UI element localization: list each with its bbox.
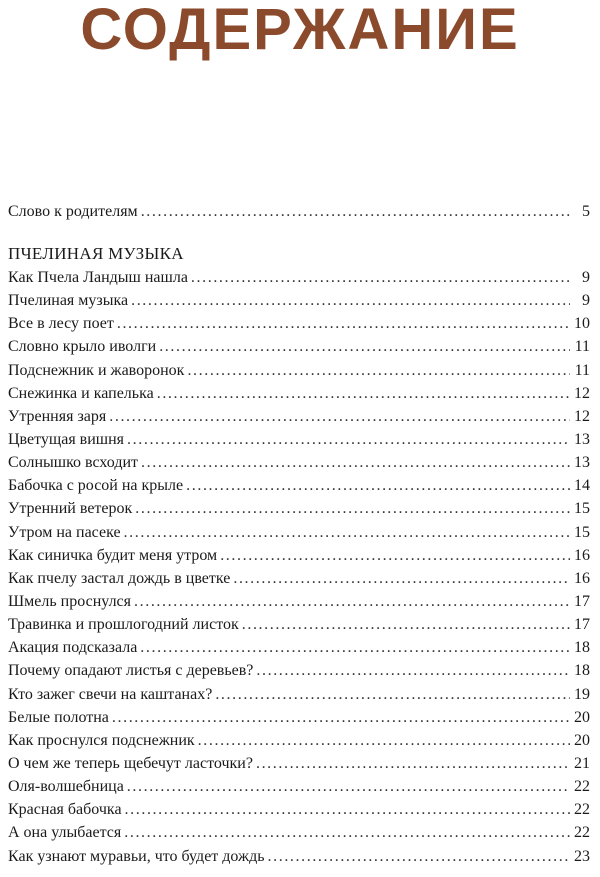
toc-entry-page: 22 <box>574 801 590 819</box>
dot-leader <box>141 451 570 474</box>
dot-leader <box>256 659 570 682</box>
toc-entry-page: 20 <box>574 708 590 726</box>
dot-leader <box>186 474 570 497</box>
dot-leader <box>268 845 570 868</box>
toc-entry <box>8 636 590 659</box>
toc-entry <box>8 405 590 428</box>
toc-entry-page: 18 <box>574 662 590 680</box>
toc-entry-title: Утренняя заря <box>8 407 107 425</box>
toc-entry-title: Слово к родителям <box>8 203 138 220</box>
toc-entry <box>8 590 590 613</box>
toc-entry-page: 5 <box>582 203 590 220</box>
toc-entry-title: Как проснулся подснежник <box>8 731 195 749</box>
toc-entry-page: 19 <box>574 685 590 703</box>
toc-entry-title: Как пчелу застал дождь в цветке <box>8 569 231 587</box>
dot-leader <box>124 821 570 844</box>
toc-entry <box>8 845 590 868</box>
dot-leader <box>198 729 570 752</box>
toc-entry-page: 9 <box>582 292 590 310</box>
dot-leader <box>220 544 570 567</box>
toc-entry <box>8 706 590 729</box>
toc-entry-title: Подснежник и жаворонок <box>8 361 185 379</box>
dot-leader <box>135 497 570 520</box>
toc-entry-page: 11 <box>574 361 590 379</box>
toc-entry-page: 13 <box>574 430 590 448</box>
dot-leader <box>109 405 570 428</box>
toc-entry <box>8 497 590 520</box>
toc-entry <box>8 474 590 497</box>
toc-entry <box>8 683 590 706</box>
toc-entry-page: 21 <box>574 754 590 772</box>
toc-entry-page: 17 <box>574 616 590 634</box>
toc-entry-title: Утренний ветерок <box>8 500 133 518</box>
dot-leader <box>117 312 570 335</box>
dot-leader <box>242 613 570 636</box>
toc-entry-page: 11 <box>574 338 590 356</box>
toc-entry <box>8 382 590 405</box>
toc-entry-title: Травинка и прошлогодний листок <box>8 616 239 634</box>
toc-entry-title: А она улыбается <box>8 824 122 842</box>
dot-leader <box>125 798 570 821</box>
toc-entry <box>8 659 590 682</box>
dot-leader <box>127 428 570 451</box>
dot-leader <box>191 266 570 289</box>
toc-entry-page: 9 <box>582 269 590 286</box>
toc-entry-title: Оля-волшебница <box>8 778 124 796</box>
toc-entry-title: Кто зажег свечи на каштанах? <box>8 685 213 703</box>
toc-entry-title: Пчелиная музыка <box>8 292 129 310</box>
toc-entry <box>8 613 590 636</box>
toc-entry <box>8 428 590 451</box>
dot-leader <box>157 382 570 405</box>
toc-entry-title: Бабочка с росой на крыле <box>8 477 184 495</box>
section-heading: ПЧЕЛИНАЯ МУЗЫКА <box>8 244 184 263</box>
toc-entry <box>8 451 590 474</box>
toc-entry-page: 22 <box>574 824 590 842</box>
dot-leader <box>215 683 570 706</box>
toc-entry <box>8 821 590 844</box>
toc-entry-title: Цветущая вишня <box>8 430 125 448</box>
dot-leader <box>127 775 570 798</box>
toc-entry-page: 10 <box>574 315 590 333</box>
toc-entry-page: 18 <box>574 639 590 657</box>
dot-leader <box>256 752 570 775</box>
page-title: СОДЕРЖАНИЕ <box>80 0 520 62</box>
toc-entry-title: Словно крыло иволги <box>8 338 157 356</box>
toc-entry <box>8 729 590 752</box>
toc-entry-page: 22 <box>574 778 590 796</box>
toc-entry <box>8 266 590 289</box>
toc-entry-title: Шмель проснулся <box>8 592 132 610</box>
dot-leader <box>134 590 570 613</box>
toc-entry-title: Утром на пасеке <box>8 523 121 541</box>
toc-entry <box>8 521 590 544</box>
toc-entry <box>8 798 590 821</box>
toc-entry <box>8 544 590 567</box>
toc-entry-page: 15 <box>574 500 590 518</box>
toc-entry <box>8 312 590 335</box>
toc-entry-title: Снежинка и капелька <box>8 384 154 402</box>
toc-entry-page: 13 <box>574 454 590 472</box>
dot-leader <box>112 706 570 729</box>
toc-entry <box>8 289 590 312</box>
toc-entry-title: Солнышко всходит <box>8 454 139 472</box>
toc-entry-page: 16 <box>574 569 590 587</box>
toc-entry-title: Почему опадают листья с деревьев? <box>8 662 254 680</box>
toc-entry-title: Как узнают муравьи, что будет дождь <box>8 847 265 865</box>
toc-entry-preface <box>8 200 590 223</box>
toc-entry <box>8 335 590 358</box>
toc-entry-page: 16 <box>574 546 590 564</box>
toc-entry <box>8 359 590 382</box>
toc-entry-title: Красная бабочка <box>8 801 122 819</box>
dot-leader <box>141 200 570 223</box>
toc-entry-title: Белые полотна <box>8 708 109 726</box>
toc-entry-title: Акация подсказала <box>8 639 138 657</box>
dot-leader <box>159 335 570 358</box>
toc-entry-page: 15 <box>574 523 590 541</box>
dot-leader <box>124 521 570 544</box>
toc-entry <box>8 567 590 590</box>
toc-entry-page: 12 <box>574 407 590 425</box>
toc-entry-title: Все в лесу поет <box>8 315 114 333</box>
toc-entry-page: 14 <box>574 477 590 495</box>
dot-leader <box>131 289 570 312</box>
toc-entry <box>8 775 590 798</box>
toc-entry-title: О чем же теперь щебечут ласточки? <box>8 754 253 772</box>
dot-leader <box>233 567 570 590</box>
toc-entry-title: Как синичка будит меня утром <box>8 546 218 564</box>
toc-entry-page: 12 <box>574 384 590 402</box>
toc-entry <box>8 752 590 775</box>
toc-entry-page: 23 <box>574 847 590 865</box>
toc-entry-title: Как Пчела Ландыш нашла <box>8 269 188 286</box>
dot-leader <box>187 359 570 382</box>
toc-entry-page: 20 <box>574 731 590 749</box>
table-of-contents <box>8 266 590 868</box>
toc-entry-page: 17 <box>574 592 590 610</box>
dot-leader <box>140 636 570 659</box>
